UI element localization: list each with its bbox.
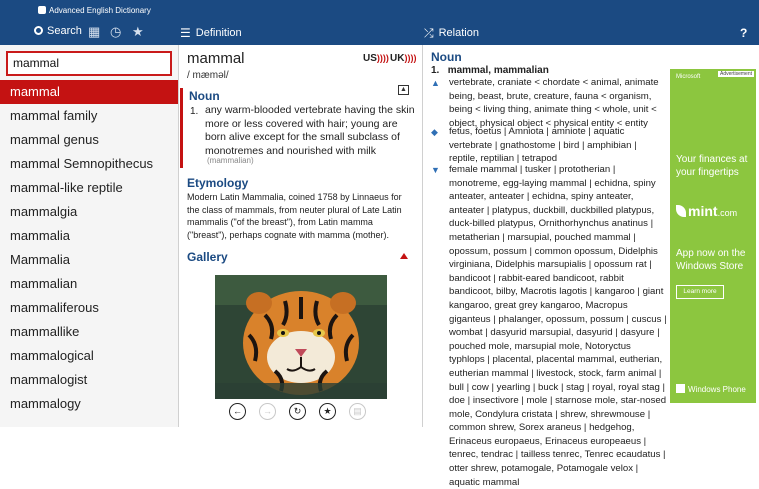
relation-pos: Noun xyxy=(431,50,462,64)
sense-note: (mammalian) xyxy=(207,156,254,165)
word-list-item[interactable]: mammalogical xyxy=(10,348,94,363)
next-image-button[interactable]: → xyxy=(259,403,276,420)
word-list-item[interactable]: mammalian xyxy=(10,276,78,291)
word-list-item[interactable]: mammallike xyxy=(10,324,80,339)
favorite-image-button[interactable]: ★ xyxy=(319,403,336,420)
search-input[interactable]: mammal xyxy=(6,51,172,76)
app-title-text: Advanced English Dictionary xyxy=(49,6,151,15)
search-pane xyxy=(0,45,178,427)
relation-item-number: 1. xyxy=(431,65,440,76)
gallery-title: Gallery xyxy=(187,250,228,264)
app-logo-icon xyxy=(38,6,46,14)
search-tab[interactable] xyxy=(34,25,82,37)
pane-divider xyxy=(422,45,423,427)
down-triangle-icon: ▼ xyxy=(431,165,440,175)
advertisement-banner[interactable] xyxy=(670,69,756,403)
history-icon[interactable]: ◷ xyxy=(110,24,122,39)
ad-platform xyxy=(676,384,746,394)
ad-product-suffix: .com xyxy=(717,208,738,218)
speaker-icon: )))) xyxy=(376,53,389,63)
refresh-image-button[interactable]: ↻ xyxy=(289,403,306,420)
word-list-item[interactable]: mammal family xyxy=(10,108,98,123)
word-list-item[interactable]: mammaliferous xyxy=(10,300,99,315)
collapse-arrow-icon[interactable] xyxy=(400,253,408,259)
definition-header xyxy=(180,22,420,44)
diamond-icon: ◆ xyxy=(431,127,438,137)
ad-product-logo xyxy=(676,203,737,219)
shuffle-icon: ⤮ xyxy=(424,25,434,40)
pane-divider xyxy=(178,45,179,427)
tiger-image xyxy=(215,275,387,399)
top-bar xyxy=(0,0,759,45)
sense-block xyxy=(180,88,416,168)
up-triangle-icon: ▲ xyxy=(431,78,440,88)
app-title xyxy=(38,6,151,15)
calendar-icon[interactable]: ▦ xyxy=(88,24,101,39)
relation-pane xyxy=(424,45,668,488)
word-list-item[interactable]: mammal genus xyxy=(10,132,99,147)
relation-header xyxy=(424,22,744,44)
speaker-icon: )))) xyxy=(404,53,417,63)
definition-header-label: Definition xyxy=(195,27,242,39)
word-list-item[interactable]: Mammalia xyxy=(10,252,70,267)
sense-number: 1. xyxy=(190,106,199,117)
help-button[interactable]: ? xyxy=(740,26,748,40)
ad-platform-text: Windows Phone xyxy=(688,385,746,394)
word-list-item[interactable]: mammalogist xyxy=(10,372,88,387)
leaf-icon xyxy=(676,205,686,217)
word-list-item[interactable]: mammalgia xyxy=(10,204,78,219)
part-of-speech: Noun xyxy=(189,89,220,103)
picture-icon[interactable]: ▲ xyxy=(398,85,409,95)
word-list xyxy=(0,80,178,416)
word-list-item[interactable]: mammal Semnopithecus xyxy=(10,156,154,171)
search-tab-label: Search xyxy=(47,25,82,37)
gallery-image xyxy=(215,275,387,399)
relation-item-title xyxy=(431,65,549,76)
etymology-title: Etymology xyxy=(187,176,249,190)
word-list-item[interactable]: mammalogy xyxy=(10,396,81,411)
hyponym-text[interactable]: female mammal | tusker | prototherian | monotreme, egg-laying mammal | echidna, spiny anteater, anteater | echidna, spiny anteater, anteater | platypus, duckbill, duckbilled platypus, duck-billed platypus, Ornithorhynchus anatinus | metatherian | marsupial, pouched mammal | opossum, possum | common opossum, Didelphis virginiana, Didelphis marsupialis | opossum rat | bandicoot | rabbit-eared bandicoot, rabbit bandicoot, bilby, Macrotis lagotis | kangaroo | giant kangaroo, great grey kangaroo, Macropus giganteus | phalanger, opossum, possum | cuscus | wombat | dasyurid marsupial, dasyurid | dasyure | pouched mole, marsupial mole, Notoryctus typhlops | placental, placental mammal, eutherian, eutherian mammal | livestock, stock, farm animal | bull | cow | yearling | buck | stag | royal, royal stag | doe | insectivore | mole | starnose mole, star-nosed mole, Condylura cristata | shrew, shrewmouse | common shrew, Sorex araneus | hedgehog, Erinaceus europaeus, Erinaceus europeaeus | tenrec, tendrac | tailless tenrec, Tenrec ecaudatus | otter shrew, potamogale, Potamogale velox | aquatic mammal xyxy=(449,164,667,488)
list-icon: ☰ xyxy=(180,26,191,40)
ad-headline: Your finances at your fingertips xyxy=(676,154,748,178)
favorites-star-icon[interactable]: ★ xyxy=(132,24,144,39)
ad-brand: Microsoft xyxy=(676,74,701,80)
sibling-text[interactable]: fetus, foetus | Amniota | amniote | aquatic vertebrate | gnathostome | bird | amphibian | reptile, reptilian | tetrapod xyxy=(449,126,637,165)
phonetic: / mæməl/ xyxy=(187,70,229,81)
uk-label: UK xyxy=(390,53,405,64)
previous-image-button[interactable]: ← xyxy=(229,403,246,420)
word-list-item[interactable]: mammal xyxy=(0,80,178,104)
uk-pronunciation-button[interactable] xyxy=(390,53,416,64)
ad-promo: App now on the Windows Store xyxy=(676,248,746,272)
ad-product: mint xyxy=(688,203,718,219)
word-list-item[interactable]: mammalia xyxy=(10,228,70,243)
relation-item-words: mammal, mammalian xyxy=(447,65,549,76)
save-image-button[interactable]: ▤ xyxy=(349,403,366,420)
ad-learn-more-button[interactable]: Learn more xyxy=(676,285,724,299)
word-list-item[interactable]: mammal-like reptile xyxy=(10,180,123,195)
hypernym-text[interactable]: vertebrate, craniate < chordate < animal, animate being, beast, brute, creature, fauna < organism, being < living thing, animate thing < whole, unit < object, physical object < physical entity < entity xyxy=(449,77,659,129)
gallery-controls xyxy=(215,403,387,423)
etymology-text: Modern Latin Mammalia, coined 1758 by Linnaeus for the class of mammals, from neuter plural of Late Latin mammalis ("of the breast"), from Latin mamma ("breast"), perhaps cognate with mamma (mother). xyxy=(187,192,402,240)
ad-label: Advertisement xyxy=(720,71,752,77)
windows-logo-icon xyxy=(676,384,685,393)
relation-header-label: Relation xyxy=(438,27,479,39)
us-pronunciation-button[interactable] xyxy=(363,53,389,64)
definition-pane xyxy=(180,45,420,427)
headword: mammal xyxy=(187,50,245,67)
search-icon xyxy=(34,26,43,35)
us-label: US xyxy=(363,53,377,64)
sense-text: any warm-blooded vertebrate having the skin more or less covered with hair; young are born alive except for the small subclass of monotremes and nourished with milk xyxy=(205,104,415,157)
